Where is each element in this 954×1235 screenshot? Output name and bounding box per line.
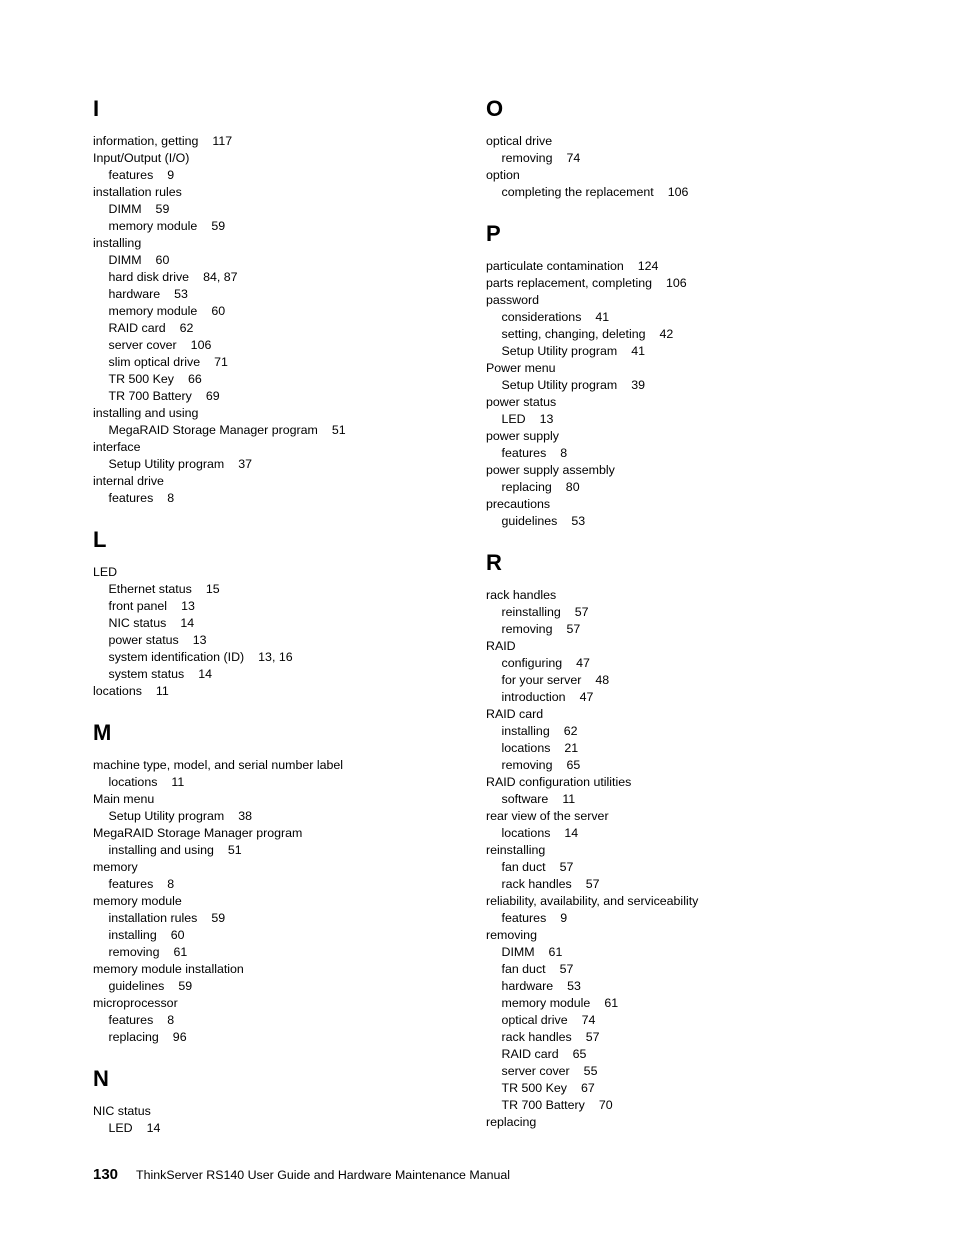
section-letter: O [486, 96, 504, 121]
page-reference[interactable]: 117 [212, 134, 233, 148]
index-term: RAID configuration utilities [486, 775, 632, 789]
index-subentry [486, 689, 926, 706]
page-reference[interactable]: 13 [539, 412, 554, 426]
index-term: LED [501, 412, 526, 426]
index-entry [486, 496, 926, 513]
index-subentry [93, 876, 463, 893]
page-reference[interactable]: 66 [187, 372, 202, 386]
index-entry [93, 150, 463, 167]
index-term: Input/Output (I/O) [93, 151, 190, 165]
page-reference[interactable]: 62 [563, 724, 578, 738]
page-reference[interactable]: 11 [562, 792, 576, 806]
index-term: information, getting [93, 134, 199, 148]
index-subentry [486, 859, 926, 876]
index-section-p [486, 221, 926, 530]
index-term: MegaRAID Storage Manager program [93, 826, 303, 840]
page-reference[interactable]: 48 [595, 673, 610, 687]
index-term: installation rules [93, 185, 182, 199]
index-subentry [486, 791, 926, 808]
section-letter: R [486, 550, 502, 575]
index-term: parts replacement, completing [486, 276, 652, 290]
page-reference[interactable]: 9 [560, 911, 568, 925]
index-term: TR 500 Key [108, 372, 174, 386]
index-subentry [486, 740, 926, 757]
index-subentry [93, 354, 463, 371]
index-subentry [486, 757, 926, 774]
index-subentry [93, 1012, 463, 1029]
index-term: setting, changing, deleting [501, 327, 646, 341]
index-term: hardware [108, 287, 161, 301]
page-reference[interactable]: 71 [214, 355, 228, 369]
page-reference[interactable]: 57 [585, 1030, 600, 1044]
section-letter: M [93, 720, 112, 745]
index-entry [486, 394, 926, 411]
index-term: system status [108, 667, 185, 681]
page-reference[interactable]: 11 [155, 684, 169, 698]
page-reference[interactable]: 74 [581, 1013, 596, 1027]
index-term: system identification (ID) [108, 650, 245, 664]
index-subentry [93, 927, 463, 944]
page-reference[interactable]: 55 [583, 1064, 598, 1078]
index-section-i [93, 96, 463, 507]
page-reference[interactable]: 57 [559, 860, 574, 874]
index-entry [486, 360, 926, 377]
index-subentry [486, 513, 926, 530]
page-footer [93, 1166, 510, 1184]
page-reference[interactable]: 62 [179, 321, 194, 335]
index-term: installation rules [108, 911, 198, 925]
page-reference[interactable]: 53 [174, 287, 188, 301]
index-subentry [486, 604, 926, 621]
page-reference[interactable]: 15 [205, 582, 220, 596]
index-section-o [486, 96, 926, 201]
index-entry [486, 133, 926, 150]
index-subentry [486, 1012, 926, 1029]
index-subentry [93, 218, 463, 235]
page-reference[interactable]: 47 [579, 690, 594, 704]
index-subentry [486, 825, 926, 842]
section-letter: I [93, 96, 100, 121]
index-subentry [93, 371, 463, 388]
page-reference[interactable]: 37 [238, 457, 252, 471]
index-entry [93, 859, 463, 876]
page-reference[interactable]: 8 [167, 877, 175, 891]
index-term: LED [108, 1121, 133, 1135]
index-term: fan duct [501, 860, 546, 874]
index-term: power supply assembly [486, 463, 615, 477]
index-term: password [486, 293, 540, 307]
index-term: installing [108, 928, 157, 942]
index-subentry [486, 445, 926, 462]
page-reference[interactable]: 84, 87 [203, 270, 238, 284]
index-subentry [93, 422, 463, 439]
index-term: particulate contamination [486, 259, 624, 273]
page-reference[interactable]: 61 [548, 945, 563, 959]
index-entry [93, 825, 463, 842]
index-subentry [93, 842, 463, 859]
page-reference[interactable]: 21 [564, 741, 579, 755]
page-reference[interactable]: 9 [167, 168, 175, 182]
index-term: features [108, 168, 154, 182]
index-term: TR 700 Battery [501, 1098, 585, 1112]
page-reference[interactable]: 47 [576, 656, 590, 670]
index-entry [93, 184, 463, 201]
index-term: DIMM [501, 945, 535, 959]
page-reference[interactable]: 74 [566, 151, 581, 165]
page-reference[interactable]: 39 [631, 378, 645, 392]
index-entry [486, 167, 926, 184]
page-reference[interactable]: 14 [564, 826, 579, 840]
index-term: features [108, 1013, 154, 1027]
index-section-m [93, 720, 463, 1046]
index-subentry [486, 655, 926, 672]
index-subentry [93, 286, 463, 303]
index-subentry [486, 184, 926, 201]
index-term: internal drive [93, 474, 164, 488]
page-reference[interactable]: 14 [198, 667, 213, 681]
page-reference[interactable]: 65 [572, 1047, 587, 1061]
index-subentry [486, 377, 926, 394]
index-subentry [93, 201, 463, 218]
index-term: memory module [93, 894, 182, 908]
index-term: slim optical drive [108, 355, 201, 369]
index-term: installing and using [108, 843, 214, 857]
index-subentry [486, 978, 926, 995]
page-reference[interactable]: 61 [173, 945, 188, 959]
index-subentry [486, 479, 926, 496]
index-term: replacing [108, 1030, 159, 1044]
index-entry [486, 706, 926, 723]
page-reference[interactable]: 60 [211, 304, 226, 318]
page-reference[interactable]: 61 [604, 996, 619, 1010]
page-reference[interactable]: 69 [205, 389, 220, 403]
index-entry [486, 292, 926, 309]
page-reference[interactable]: 38 [238, 809, 252, 823]
index-term: Power menu [486, 361, 556, 375]
page-reference[interactable]: 80 [565, 480, 580, 494]
index-subentry [93, 269, 463, 286]
index-entry [93, 473, 463, 490]
page-reference[interactable]: 57 [574, 605, 589, 619]
index-term: LED [93, 565, 118, 579]
index-term: rack handles [501, 1030, 572, 1044]
index-term: memory [93, 860, 138, 874]
index-subentry [486, 1097, 926, 1114]
index-term: reinstalling [501, 605, 561, 619]
index-entry [93, 439, 463, 456]
index-term: memory module [108, 304, 198, 318]
index-subentry [93, 1029, 463, 1046]
index-term: introduction [501, 690, 566, 704]
index-subentry [486, 995, 926, 1012]
index-term: configuring [501, 656, 563, 670]
index-entry [486, 462, 926, 479]
page-reference[interactable]: 41 [631, 344, 645, 358]
index-term: RAID card [486, 707, 544, 721]
page-reference[interactable]: 51 [331, 423, 346, 437]
index-subentry [93, 490, 463, 507]
index-term: guidelines [108, 979, 165, 993]
index-term: memory module [501, 996, 591, 1010]
index-term: rack handles [486, 588, 557, 602]
index-term: for your server [501, 673, 582, 687]
index-term: interface [93, 440, 141, 454]
page-reference[interactable]: 8 [560, 446, 568, 460]
index-entry [93, 1103, 463, 1120]
page-reference[interactable]: 41 [595, 310, 610, 324]
index-entry [93, 683, 463, 700]
index-term: DIMM [108, 202, 142, 216]
index-entry [486, 927, 926, 944]
index-subentry [93, 581, 463, 598]
index-subentry [486, 944, 926, 961]
index-term: power status [486, 395, 557, 409]
index-subentry [486, 961, 926, 978]
index-subentry [486, 621, 926, 638]
index-section-n [93, 1066, 463, 1137]
index-term: completing the replacement [501, 185, 654, 199]
index-term: locations [501, 741, 551, 755]
index-term: optical drive [486, 134, 553, 148]
index-term: removing [501, 151, 553, 165]
index-subentry [486, 343, 926, 360]
index-term: TR 500 Key [501, 1081, 567, 1095]
index-entry [93, 995, 463, 1012]
index-term: software [501, 792, 549, 806]
index-column-right [486, 96, 926, 1151]
index-entry [486, 893, 926, 910]
index-term: hard disk drive [108, 270, 190, 284]
index-term: locations [501, 826, 551, 840]
index-subentry [93, 910, 463, 927]
index-term: features [501, 911, 547, 925]
page-reference[interactable]: 8 [167, 491, 175, 505]
page-reference[interactable]: 53 [567, 979, 581, 993]
index-subentry [486, 326, 926, 343]
index-term: Ethernet status [108, 582, 192, 596]
section-letter: P [486, 221, 501, 246]
page-reference[interactable]: 59 [178, 979, 193, 993]
index-entry [486, 587, 926, 604]
page-reference[interactable]: 13, 16 [258, 650, 293, 664]
index-subentry [486, 1046, 926, 1063]
index-subentry [486, 411, 926, 428]
index-term: reliability, availability, and serviceability [486, 894, 699, 908]
index-term: server cover [501, 1064, 570, 1078]
index-entry [486, 774, 926, 791]
index-subentry [93, 252, 463, 269]
index-term: installing and using [93, 406, 199, 420]
page-reference[interactable]: 14 [146, 1121, 161, 1135]
page-number: 130 [93, 1166, 119, 1183]
index-subentry [93, 944, 463, 961]
index-term: Setup Utility program [108, 457, 225, 471]
page-reference[interactable]: 8 [167, 1013, 175, 1027]
index-entry [93, 405, 463, 422]
index-term: Setup Utility program [501, 378, 618, 392]
index-term: reinstalling [486, 843, 546, 857]
index-subentry [93, 808, 463, 825]
index-section-l [93, 527, 463, 700]
index-subentry [93, 456, 463, 473]
index-term: option [486, 168, 520, 182]
index-term: installing [93, 236, 142, 250]
page-reference[interactable]: 59 [211, 219, 226, 233]
index-subentry [93, 337, 463, 354]
section-letter: L [93, 527, 107, 552]
page-reference[interactable]: 11 [171, 775, 185, 789]
index-subentry [486, 723, 926, 740]
index-entry [93, 757, 463, 774]
page-reference[interactable]: 13 [192, 633, 207, 647]
index-section-r [486, 550, 926, 1131]
index-term: installing [501, 724, 550, 738]
index-entry [93, 564, 463, 581]
index-term: removing [108, 945, 160, 959]
index-term: features [501, 446, 547, 460]
page-reference[interactable]: 57 [559, 962, 574, 976]
index-term: NIC status [93, 1104, 151, 1118]
page-reference[interactable]: 60 [170, 928, 185, 942]
index-subentry [486, 1029, 926, 1046]
page-reference[interactable]: 51 [227, 843, 242, 857]
page-reference[interactable]: 67 [580, 1081, 595, 1095]
index-subentry [486, 672, 926, 689]
index-subentry [486, 910, 926, 927]
index-entry [93, 791, 463, 808]
index-subentry [93, 666, 463, 683]
index-term: memory module [108, 219, 198, 233]
page-reference[interactable]: 53 [571, 514, 586, 528]
page-reference[interactable]: 106 [667, 185, 689, 199]
index-term: Setup Utility program [501, 344, 618, 358]
index-column-left [93, 96, 463, 1157]
index-subentry [486, 150, 926, 167]
index-term: server cover [108, 338, 177, 352]
index-term: fan duct [501, 962, 546, 976]
section-letter: N [93, 1066, 109, 1091]
index-term: features [108, 491, 154, 505]
index-term: hardware [501, 979, 554, 993]
index-term: rear view of the server [486, 809, 609, 823]
index-term: guidelines [501, 514, 558, 528]
index-subentry [93, 632, 463, 649]
page-reference[interactable]: 59 [155, 202, 170, 216]
page-reference[interactable]: 42 [659, 327, 674, 341]
page-reference[interactable]: 106 [665, 276, 687, 290]
index-term: memory module installation [93, 962, 244, 976]
index-term: RAID card [108, 321, 166, 335]
page-reference[interactable]: 60 [155, 253, 170, 267]
index-term: DIMM [108, 253, 142, 267]
index-entry [486, 275, 926, 292]
index-term: locations [108, 775, 158, 789]
page-reference[interactable]: 106 [190, 338, 212, 352]
index-term: considerations [501, 310, 582, 324]
index-entry [486, 258, 926, 275]
index-term: removing [486, 928, 537, 942]
index-term: MegaRAID Storage Manager program [108, 423, 318, 437]
index-term: RAID [486, 639, 516, 653]
index-term: replacing [501, 480, 552, 494]
index-term: Setup Utility program [108, 809, 225, 823]
index-term: microprocessor [93, 996, 178, 1010]
index-term: locations [93, 684, 142, 698]
index-entry [486, 842, 926, 859]
page-reference[interactable]: 59 [211, 911, 226, 925]
index-term: front panel [108, 599, 168, 613]
index-term: rack handles [501, 877, 572, 891]
index-subentry [93, 978, 463, 995]
index-term: power status [108, 633, 179, 647]
index-entry [93, 235, 463, 252]
page-reference[interactable]: 70 [598, 1098, 613, 1112]
index-term: machine type, model, and serial number label [93, 758, 344, 772]
index-term: RAID card [501, 1047, 559, 1061]
index-term: removing [501, 622, 553, 636]
index-entry [486, 808, 926, 825]
index-subentry [93, 615, 463, 632]
index-subentry [93, 167, 463, 184]
index-subentry [93, 774, 463, 791]
index-entry [93, 961, 463, 978]
index-term: TR 700 Battery [108, 389, 192, 403]
index-entry [486, 428, 926, 445]
index-subentry [93, 320, 463, 337]
index-entry [93, 893, 463, 910]
index-term: NIC status [108, 616, 167, 630]
index-subentry [486, 1080, 926, 1097]
index-term: precautions [486, 497, 551, 511]
document-title: ThinkServer RS140 User Guide and Hardware Maintenance Manual [136, 1168, 511, 1182]
index-subentry [486, 876, 926, 893]
index-subentry [486, 309, 926, 326]
index-subentry [486, 1063, 926, 1080]
index-subentry [93, 303, 463, 320]
index-term: replacing [486, 1115, 537, 1129]
page-reference[interactable]: 14 [180, 616, 195, 630]
index-term: Main menu [93, 792, 155, 806]
index-subentry [93, 649, 463, 666]
index-term: optical drive [501, 1013, 568, 1027]
page-reference[interactable]: 96 [172, 1030, 187, 1044]
index-term: features [108, 877, 154, 891]
index-entry [486, 638, 926, 655]
index-subentry [93, 388, 463, 405]
index-term: removing [501, 758, 553, 772]
index-term: power supply [486, 429, 560, 443]
index-subentry [93, 1120, 463, 1137]
index-entry [486, 1114, 926, 1131]
page-reference[interactable]: 13 [181, 599, 195, 613]
index-entry [93, 133, 463, 150]
page-reference[interactable]: 65 [566, 758, 581, 772]
index-subentry [93, 598, 463, 615]
page-reference[interactable]: 57 [585, 877, 600, 891]
page-reference[interactable]: 57 [566, 622, 581, 636]
page-reference[interactable]: 124 [637, 259, 659, 273]
